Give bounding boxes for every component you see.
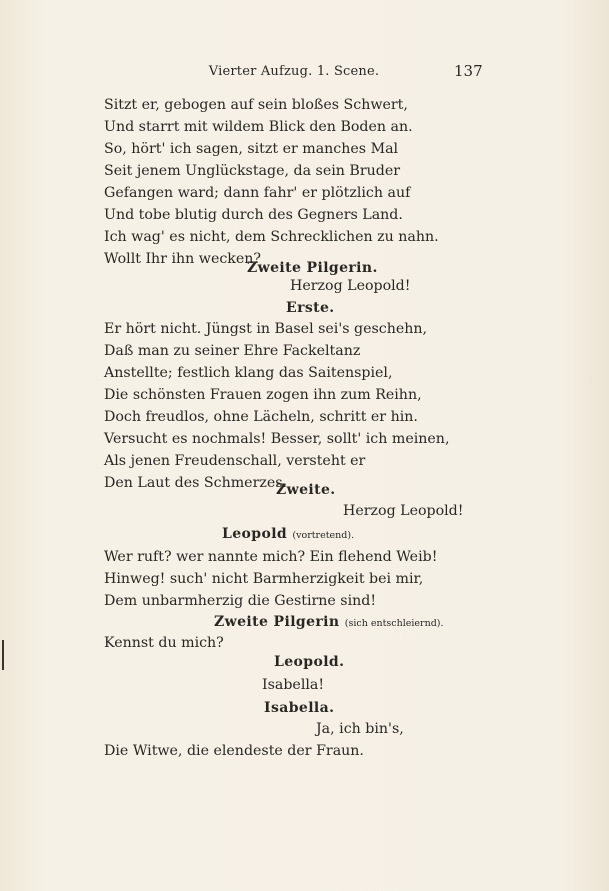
text-line: Ich wag' es nicht, dem Schrecklichen zu nahn.: [104, 229, 439, 245]
text-line: Versucht es nochmals! Besser, sollt' ich meinen,: [104, 431, 450, 447]
text-line: Als jenen Freudenschall, versteht er: [104, 453, 366, 469]
stage-direction: (vortretend).: [292, 530, 355, 541]
text-line: Anstellte; festlich klang das Saitenspiel,: [104, 365, 393, 381]
speaker-heading: Zweite Pilgerin.: [247, 260, 378, 276]
speaker-heading: [222, 524, 354, 546]
speaker-heading: Isabella.: [264, 700, 335, 716]
text-line: Herzog Leopold!: [343, 503, 464, 519]
page-number: 137: [454, 62, 483, 80]
speaker-name: Zweite Pilgerin: [214, 614, 340, 630]
text-line: Wollt Ihr ihn wecken?: [104, 251, 262, 267]
text-line: Dem unbarmherzig die Gestirne sind!: [104, 593, 377, 609]
text-line: Und starrt mit wildem Blick den Boden an.: [104, 119, 413, 135]
text-line: Herzog Leopold!: [290, 278, 411, 294]
text-line: Seit jenem Unglückstage, da sein Bruder: [104, 163, 401, 179]
text-line: Daß man zu seiner Ehre Fackeltanz: [104, 343, 361, 359]
text-line: Isabella!: [262, 677, 325, 693]
speaker-name: Leopold: [222, 526, 288, 542]
margin-mark: [2, 640, 4, 670]
text-line: Er hört nicht. Jüngst in Basel sei's geschehn,: [104, 321, 428, 337]
text-line: Die schönsten Frauen zogen ihn zum Reihn,: [104, 387, 422, 403]
text-line: Die Witwe, die elendeste der Fraun.: [104, 743, 364, 759]
text-line: Wer ruft? wer nannte mich? Ein flehend Weib!: [104, 549, 438, 565]
text-line: Hinweg! such' nicht Barmherzigkeit bei mir,: [104, 571, 424, 587]
text-line: Ja, ich bin's,: [316, 721, 404, 737]
speaker-heading: Erste.: [286, 300, 335, 316]
running-title: Vierter Aufzug. 1. Scene.: [208, 64, 380, 79]
text-line: Kennst du mich?: [104, 635, 224, 651]
text-line: Den Laut des Schmerzes.: [104, 475, 288, 491]
stage-direction: (sich entschleiernd).: [344, 618, 444, 629]
speaker-heading: Leopold.: [274, 654, 345, 670]
text-line: Und tobe blutig durch des Gegners Land.: [104, 207, 403, 223]
speaker-heading: Zweite.: [276, 482, 336, 498]
speaker-heading: [214, 612, 444, 634]
text-line: So, hört' ich sagen, sitzt er manches Mal: [104, 141, 399, 157]
text-line: Sitzt er, gebogen auf sein bloßes Schwert,: [104, 97, 408, 113]
text-line: Gefangen ward; dann fahr' er plötzlich auf: [104, 185, 411, 201]
text-line: Doch freudlos, ohne Lächeln, schritt er hin.: [104, 409, 418, 425]
